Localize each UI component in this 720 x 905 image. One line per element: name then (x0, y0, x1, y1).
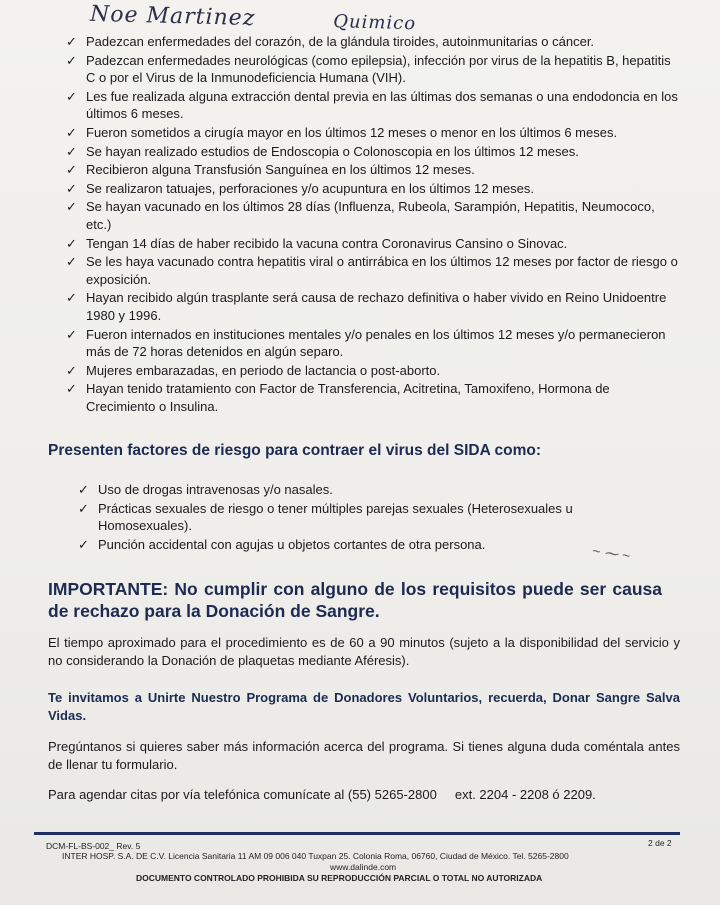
requirement-item (62, 289, 680, 324)
check-icon: ✓ (66, 326, 77, 342)
invite-paragraph: Te invitamos a Unirte Nuestro Programa de Donadores Voluntarios, recuerda, Donar Sangre Salva Vidas. (48, 690, 680, 723)
requirement-item-text: Fueron sometidos a cirugía mayor en los últimos 12 meses o menor en los últimos 6 meses. (86, 124, 618, 140)
requirement-item (62, 253, 680, 288)
requirement-item (62, 88, 680, 123)
check-icon: ✓ (78, 536, 89, 552)
website: www.dalinde.com (330, 862, 397, 872)
risk-heading: Presenten factores de riesgo para contraer el virus del SIDA como: (48, 442, 542, 459)
requirement-item-text: Se realizaron tatuajes, perforaciones y/o acupuntura en los últimos 12 meses. (86, 180, 535, 196)
check-icon: ✓ (66, 199, 77, 215)
check-icon: ✓ (66, 254, 77, 270)
pen-scribble: ~ ⁓ ~ (591, 542, 632, 564)
check-icon: ✓ (66, 362, 77, 378)
controlled-notice: DOCUMENTO CONTROLADO PROHIBIDA SU REPRODUCCIÓN PARCIAL O TOTAL NO AUTORIZADA (136, 873, 543, 883)
requirement-item (62, 52, 680, 87)
requirement-item-text: Recibieron alguna Transfusión Sanguínea en los últimos 12 meses. (86, 162, 475, 178)
handwritten-annotation (90, 2, 417, 36)
requirement-item-text: Fueron internados en instituciones mentales y/o penales en los últimos 12 meses y/o permanecieron más de 72 horas detenidos en algún separo. (86, 326, 666, 360)
document-code: DCM-FL-BS-002_ Rev. 5 (46, 841, 141, 851)
check-icon: ✓ (66, 290, 77, 306)
check-icon: ✓ (66, 88, 77, 104)
requirement-item (62, 161, 680, 179)
risk-factor-item-text: Punción accidental con agujas u objetos cortantes de otra persona. (98, 536, 486, 552)
risk-factors-list (74, 481, 640, 554)
ask-paragraph: Pregúntanos si quieres saber más información acerca del programa. Si tienes alguna duda coméntala antes de llenar tu formulario. (48, 739, 680, 772)
check-icon: ✓ (78, 482, 89, 497)
risk-factor-item (74, 536, 640, 554)
requirement-item (62, 198, 680, 233)
requirement-item-text: Se hayan realizado estudios de Endoscopia o Colonoscopia en los últimos 12 meses. (86, 143, 579, 159)
company-info: INTER HOSP. S.A. DE C.V. Licencia Sanitaria 11 AM 09 006 040 Tuxpan 25. Colonia Roma, 06760, Ciudad de México. Tel. 5265-2800 (62, 851, 569, 861)
requirement-item-text: Hayan tenido tratamiento con Factor de Transferencia, Acitretina, Tamoxifeno, Hormona de Crecimiento o Insulina. (86, 381, 610, 414)
check-icon: ✓ (66, 180, 77, 196)
important-notice: IMPORTANTE: No cumplir con alguno de los requisitos puede ser causa de rechazo para la Donación de Sangre. (48, 579, 662, 621)
footer-rule (34, 832, 680, 835)
check-icon: ✓ (66, 162, 77, 178)
check-icon: ✓ (66, 124, 77, 140)
requirement-item-text: Se hayan vacunado en los últimos 28 días (Influenza, Rubeola, Sarampión, Hepatitis, Neumococo, etc.) (86, 199, 655, 232)
requirement-item (62, 124, 680, 142)
risk-factor-item (74, 481, 640, 499)
check-icon: ✓ (66, 143, 77, 159)
requirement-item-text: Padezcan enfermedades neurológicas (como epilepsia), infección por virus de la hepatitis B, hepatitis C o por el Virus de la Inmunodeficiencia Humana (VIH). (86, 52, 671, 86)
handwritten-title: Quimico (332, 11, 417, 35)
requirement-item-text: Tengan 14 días de haber recibido la vacuna contra Coronavirus Cansino o Sinovac. (86, 235, 568, 251)
requirement-item (62, 326, 680, 361)
requirement-item (62, 362, 680, 380)
check-icon: ✓ (66, 34, 77, 49)
requirement-item-text: Se les haya vacunado contra hepatitis viral o antirrábica en los últimos 12 meses por factor de riesgo o exposición. (86, 254, 678, 287)
requirements-list (62, 33, 680, 416)
page-number: 2 de 2 (648, 838, 672, 848)
requirement-item-text: Mujeres embarazadas, en periodo de lactancia o post-aborto. (86, 362, 441, 378)
check-icon: ✓ (66, 235, 77, 251)
risk-factor-item-text: Uso de drogas intravenosas y/o nasales. (98, 482, 333, 497)
risk-factor-item (74, 500, 640, 535)
risk-factor-item-text: Prácticas sexuales de riesgo o tener múltiples parejas sexuales (Heterosexuales u Homosexuales). (98, 500, 573, 534)
check-icon: ✓ (66, 52, 77, 68)
requirement-item (62, 180, 680, 198)
check-icon: ✓ (66, 381, 77, 397)
requirement-item-text: Padezcan enfermedades del corazón, de la glándula tiroides, autoinmunitarias o cáncer. (86, 34, 595, 49)
requirement-item-text: Hayan recibido algún trasplante será causa de rechazo definitiva o haber vivido en Reino Unidoentre 1980 y 1996. (86, 290, 667, 323)
requirement-item (62, 33, 680, 51)
time-paragraph: El tiempo aproximado para el procedimiento es de 60 a 90 minutos (sujeto a la disponibilidad del servicio y no considerando la Donación de plaquetas mediante Aféresis). (48, 635, 680, 668)
call-paragraph: Para agendar citas por vía telefónica comunícate al (55) 5265-2800 ext. 2204 - 2208 ó 2209. (48, 787, 596, 802)
requirement-item (62, 235, 680, 253)
check-icon: ✓ (78, 500, 89, 516)
requirement-item (62, 143, 680, 161)
handwritten-name: Noe Martinez (89, 1, 256, 32)
requirement-item (62, 380, 680, 415)
requirement-item-text: Les fue realizada alguna extracción dental previa en las últimas dos semanas o una endodoncia en los últimos 6 meses. (86, 88, 678, 122)
